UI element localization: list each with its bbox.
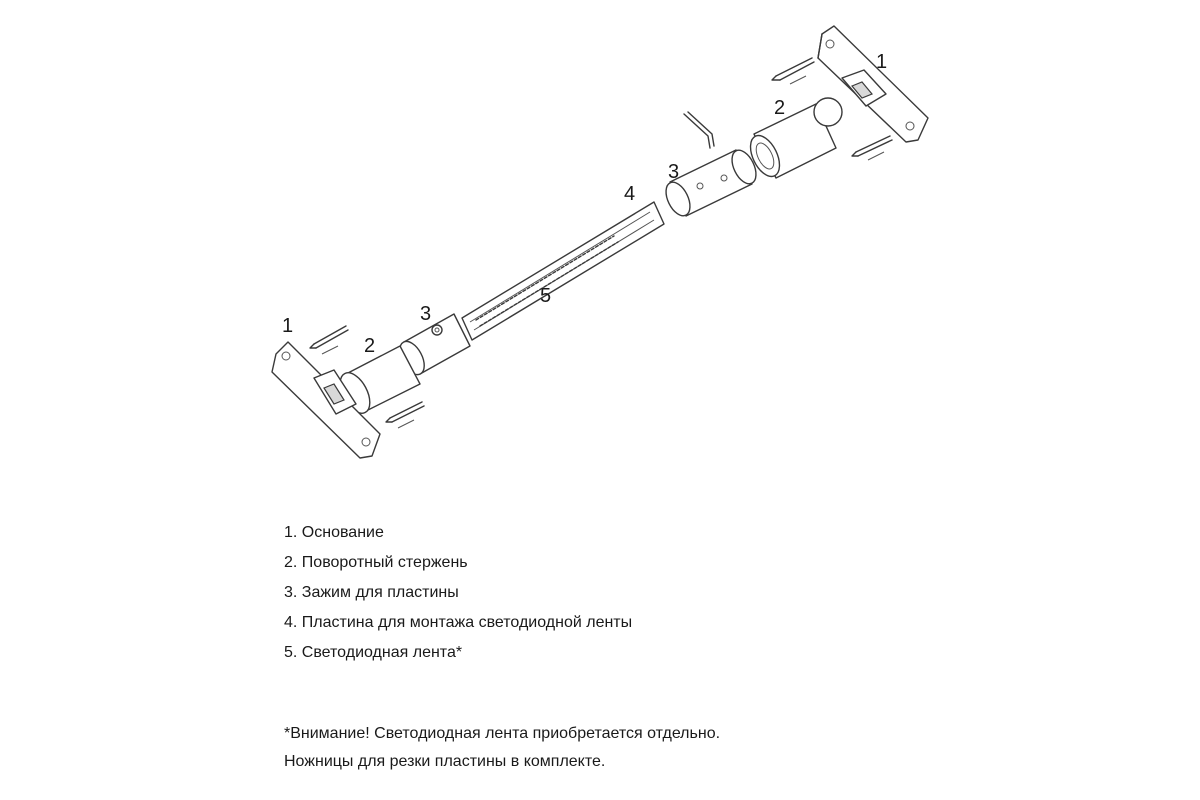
footnote — [284, 720, 1084, 776]
legend-item-rotating-rod: 2. Поворотный стержень — [284, 554, 468, 571]
legend-item-base: 1. Основание — [284, 524, 384, 541]
callout-left-rod: 2 — [364, 335, 376, 357]
right-clamp — [661, 146, 761, 219]
callout-left-base: 1 — [282, 315, 294, 337]
legend-item-led-strip: 5. Светодиодная лента* — [284, 644, 463, 661]
right-top-screw — [772, 58, 814, 84]
callout-right-rod: 2 — [774, 97, 786, 119]
led-mounting-plate — [462, 202, 664, 340]
callout-strip: 5 — [540, 285, 552, 307]
callout-plate: 4 — [624, 183, 636, 205]
right-rotating-rod — [745, 98, 842, 181]
right-bottom-screw — [852, 136, 892, 160]
parts-legend — [284, 518, 984, 668]
footnote-warning: *Внимание! Светодиодная лента приобретается отдельно. — [284, 725, 721, 742]
footnote-scissors: Ножницы для резки пластины в комплекте. — [284, 753, 606, 770]
legend-item-plate-clamp: 3. Зажим для пластины — [284, 584, 459, 601]
left-bottom-screw — [386, 402, 424, 428]
hex-key — [684, 112, 714, 148]
callout-left-clamp: 3 — [420, 303, 432, 325]
left-top-screw — [310, 326, 348, 354]
callout-right-base: 1 — [876, 51, 888, 73]
legend-item-mounting-plate: 4. Пластина для монтажа светодиодной ленты — [284, 614, 633, 631]
callout-right-clamp: 3 — [668, 161, 680, 183]
